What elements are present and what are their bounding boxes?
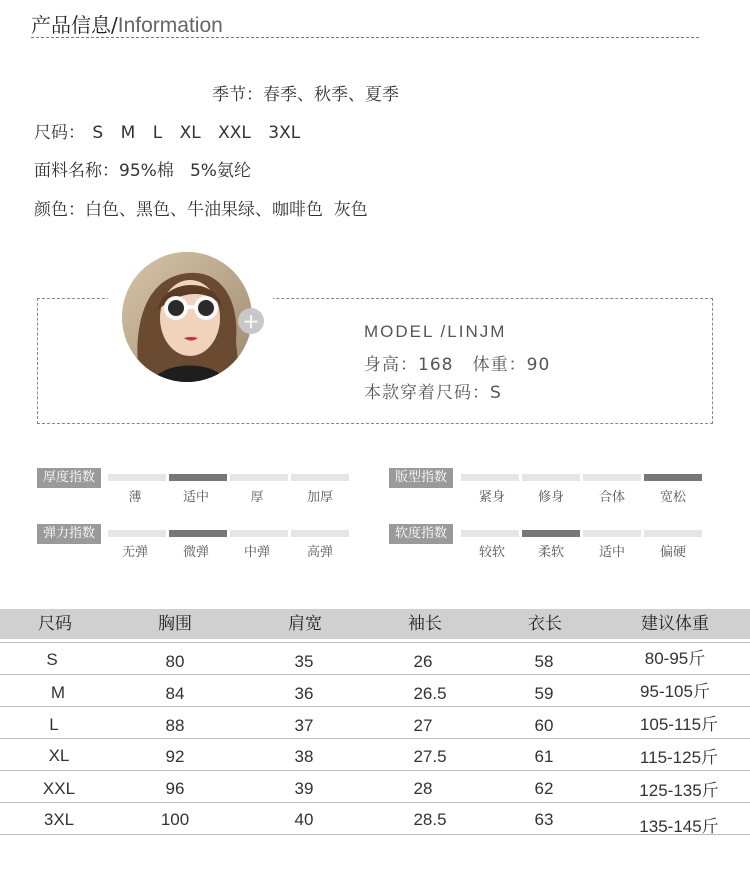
table-cell-weight: 105-115斤 xyxy=(639,715,719,734)
fit-index-label: 版型指数 xyxy=(389,468,453,488)
table-cell-sleeve: 28.5 xyxy=(413,810,447,829)
table-cell-shoulder: 40 xyxy=(294,810,314,829)
thickness-bar-selected xyxy=(169,474,227,481)
table-cell-size: M xyxy=(50,683,66,702)
col-header-size: 尺码 xyxy=(38,614,72,634)
section-title xyxy=(31,9,223,38)
col-header-length: 衣长 xyxy=(528,614,562,634)
size-option: XXL xyxy=(218,123,251,143)
row-divider xyxy=(0,738,750,739)
size-label: 尺码： xyxy=(34,123,85,143)
size-info xyxy=(34,118,310,143)
fit-bar xyxy=(522,474,580,481)
table-cell-sleeve: 26.5 xyxy=(413,684,447,703)
fit-bar-selected xyxy=(644,474,702,481)
table-cell-chest: 96 xyxy=(165,779,185,798)
row-divider xyxy=(0,802,750,803)
elasticity-bar xyxy=(230,530,288,537)
softness-bar xyxy=(644,530,702,537)
table-cell-chest: 92 xyxy=(165,747,185,766)
table-cell-length: 62 xyxy=(534,779,554,798)
col-header-chest: 胸围 xyxy=(158,614,192,634)
elasticity-index-label: 弹力指数 xyxy=(37,524,101,544)
elasticity-option: 中弹 xyxy=(243,545,270,560)
size-option: XL xyxy=(179,123,201,143)
model-avatar xyxy=(122,252,252,382)
thickness-bar xyxy=(108,474,166,481)
table-cell-length: 58 xyxy=(534,652,554,671)
table-cell-shoulder: 35 xyxy=(294,652,314,671)
softness-index-label: 软度指数 xyxy=(389,524,453,544)
color-value: 白色、黑色、牛油果绿、咖啡色 灰色 xyxy=(85,200,368,220)
table-cell-size: 3XL xyxy=(43,810,75,829)
size-option: 3XL xyxy=(268,123,301,143)
table-cell-sleeve: 27 xyxy=(413,716,433,735)
table-cell-length: 63 xyxy=(534,810,554,829)
fit-bar xyxy=(583,474,641,481)
elasticity-option: 高弹 xyxy=(306,545,333,560)
col-header-weight: 建议体重 xyxy=(641,614,709,634)
table-cell-shoulder: 38 xyxy=(294,747,314,766)
col-header-shoulder: 肩宽 xyxy=(288,614,322,634)
row-divider xyxy=(0,642,750,643)
softness-option: 偏硬 xyxy=(659,545,686,560)
softness-bar xyxy=(583,530,641,537)
table-cell-size: S xyxy=(46,650,58,669)
elasticity-bar xyxy=(108,530,166,537)
header-divider xyxy=(31,37,699,38)
table-cell-sleeve: 26 xyxy=(413,652,433,671)
section-title-en: Information xyxy=(117,14,223,37)
thickness-bar xyxy=(291,474,349,481)
season-info xyxy=(212,80,399,105)
table-cell-size: L xyxy=(49,715,59,734)
model-height-weight: 身高：168 体重：90 xyxy=(364,355,551,375)
fabric-info xyxy=(34,156,251,181)
table-cell-weight: 115-125斤 xyxy=(639,748,719,767)
color-label: 颜色： xyxy=(34,200,85,220)
table-cell-chest: 80 xyxy=(165,652,185,671)
size-option: S xyxy=(92,123,104,143)
softness-bar xyxy=(461,530,519,537)
model-photo xyxy=(122,252,252,382)
table-cell-size: XL xyxy=(48,746,70,765)
plus-icon: + xyxy=(238,308,264,334)
fit-bar xyxy=(461,474,519,481)
model-size-worn: 本款穿着尺码：S xyxy=(364,383,502,403)
table-cell-shoulder: 39 xyxy=(294,779,314,798)
table-cell-sleeve: 28 xyxy=(413,779,433,798)
table-cell-length: 61 xyxy=(534,747,554,766)
row-divider xyxy=(0,706,750,707)
thickness-index-label: 厚度指数 xyxy=(37,468,101,488)
fit-option: 宽松 xyxy=(659,490,686,505)
softness-bar-selected xyxy=(522,530,580,537)
table-cell-shoulder: 37 xyxy=(294,716,314,735)
size-option: M xyxy=(120,123,136,143)
table-cell-length: 60 xyxy=(534,716,554,735)
thickness-option: 薄 xyxy=(128,490,142,505)
table-cell-shoulder: 36 xyxy=(294,684,314,703)
elasticity-bar-selected xyxy=(169,530,227,537)
thickness-bar xyxy=(230,474,288,481)
fabric-label: 面料名称： xyxy=(34,161,119,181)
table-cell-chest: 88 xyxy=(165,716,185,735)
table-cell-length: 59 xyxy=(534,684,554,703)
fabric-value: 95%棉 5%氨纶 xyxy=(119,161,251,181)
elasticity-bar xyxy=(291,530,349,537)
thickness-option: 厚 xyxy=(250,490,264,505)
softness-option: 较软 xyxy=(478,545,505,560)
size-option: L xyxy=(152,123,163,143)
section-title-cn: 产品信息/ xyxy=(31,13,118,37)
table-cell-weight: 80-95斤 xyxy=(644,649,706,668)
thickness-option: 加厚 xyxy=(306,490,333,505)
softness-option: 适中 xyxy=(598,545,625,560)
fit-option: 紧身 xyxy=(478,490,505,505)
softness-option: 柔软 xyxy=(537,545,564,560)
table-cell-weight: 135-145斤 xyxy=(639,817,719,836)
table-cell-weight: 95-105斤 xyxy=(640,682,710,701)
season-label: 季节： xyxy=(212,85,263,105)
elasticity-option: 无弹 xyxy=(121,545,148,560)
col-header-sleeve: 袖长 xyxy=(408,614,442,634)
fit-option: 合体 xyxy=(598,490,625,505)
table-cell-weight: 125-135斤 xyxy=(639,781,719,800)
fit-option: 修身 xyxy=(537,490,564,505)
row-divider xyxy=(0,674,750,675)
thickness-option: 适中 xyxy=(182,490,209,505)
table-cell-sleeve: 27.5 xyxy=(413,747,447,766)
season-value: 春季、秋季、夏季 xyxy=(263,85,399,105)
table-cell-chest: 84 xyxy=(165,684,185,703)
table-cell-chest: 100 xyxy=(160,810,190,829)
table-cell-size: XXL xyxy=(42,779,76,798)
color-info xyxy=(34,195,368,220)
row-divider xyxy=(0,770,750,771)
model-name: MODEL /LINJM xyxy=(364,322,507,341)
elasticity-option: 微弹 xyxy=(182,545,209,560)
